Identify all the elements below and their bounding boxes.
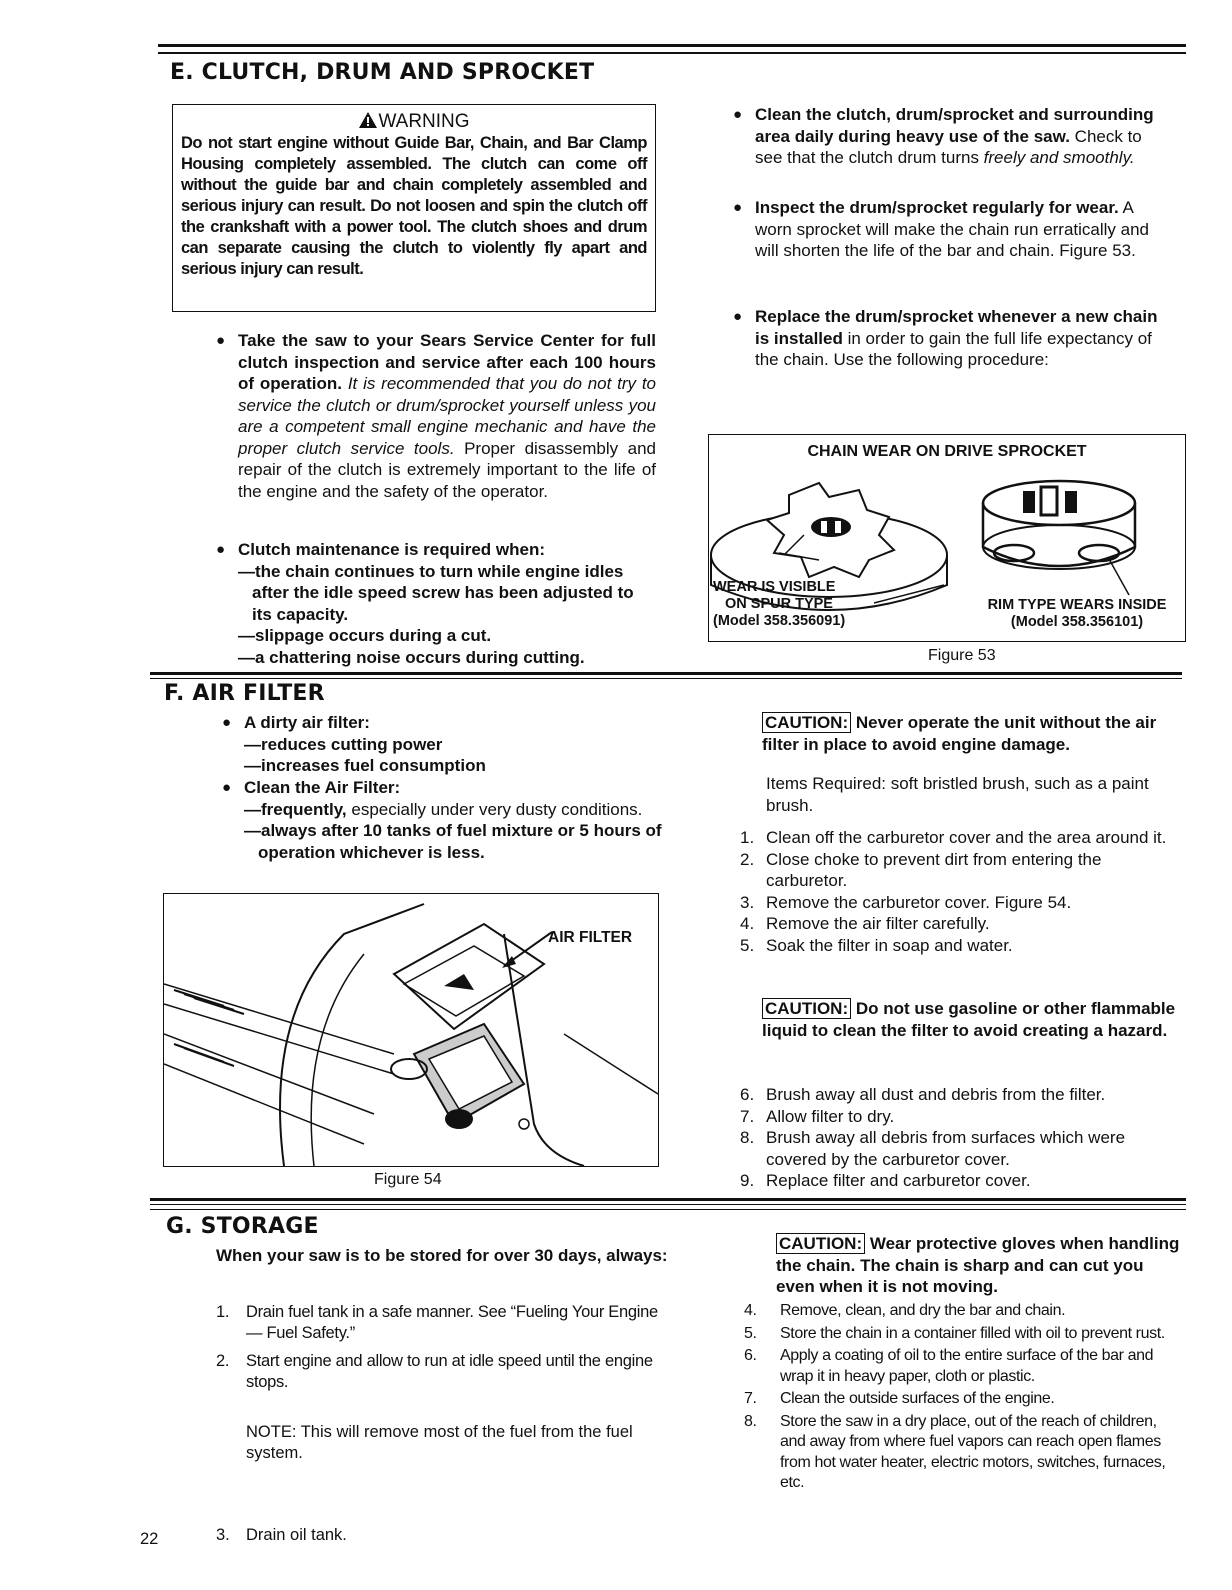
step-drain-oil: 3. Drain oil tank. <box>216 1526 347 1544</box>
step-item: 2. Close choke to prevent dirt from entering the carburetor. <box>740 849 1102 890</box>
rim-wear-label: RIM TYPE WEARS INSIDE (Model 358.356101) <box>987 597 1167 630</box>
bullet-dot-icon: ● <box>216 332 226 349</box>
bullet-dot-icon: ● <box>222 779 232 796</box>
clutch-service-bullet: ● Take the saw to your Sears Service Center for full clutch inspection and service after each 100 hours of operation. It is recommended that you do not try to service the clutch or drum/sprocket yourself unless you are a competent small engine mechanic and have the proper clutch service tools. Proper disassembly and repair of the clutch is extremely important to the life of the engine and the safety of the operator. <box>216 331 657 501</box>
items-required: Items Required: soft bristled brush, such as a paint brush. <box>766 774 1149 815</box>
dirty-filter-item: —increases fuel consumption <box>244 756 486 775</box>
section-f-title: F. AIR FILTER <box>164 681 325 706</box>
caution-tag: CAUTION: <box>762 998 851 1019</box>
step-item: 5. Soak the filter in soap and water. <box>740 935 1013 955</box>
dirty-filter-item: —reduces cutting power <box>244 734 443 754</box>
step-item: 5. Store the chain in a container filled with oil to prevent rust. <box>744 1324 1165 1342</box>
figure-54 <box>163 893 659 1167</box>
step-item: 2. Start engine and allow to run at idle speed until the engine stops. <box>216 1352 653 1391</box>
bullet-dot-icon: ● <box>733 199 743 216</box>
section-g-title: G. STORAGE <box>166 1214 319 1239</box>
figure-53-caption: Figure 53 <box>928 647 996 664</box>
figure-53-header: CHAIN WEAR ON DRIVE SPROCKET <box>807 443 1087 460</box>
caution-tag: CAUTION: <box>776 1233 865 1254</box>
section-f-rule-thin <box>150 678 1182 679</box>
section-g-rule-thin-2 <box>150 1209 1186 1210</box>
step-item: 4. Remove the air filter carefully. <box>740 914 990 933</box>
filter-steps-a <box>740 827 1180 956</box>
step-item: 7. Allow filter to dry. <box>740 1106 895 1126</box>
step-item: 1. Clean off the carburetor cover and the area around it. <box>740 828 1167 847</box>
page-number: 22 <box>140 1530 159 1548</box>
section-f-rule-thick <box>150 672 1182 675</box>
top-rule-thick <box>158 44 1186 47</box>
clean-clutch-bullet: ● Clean the clutch, drum/sprocket and surrounding area daily during heavy use of the saw. Check to see that the clutch drum turns freely and smoothly. <box>733 105 1154 167</box>
caution-air-filter: CAUTION: Never operate the unit without the air filter in place to avoid engine damage. <box>762 713 1157 754</box>
step-item: 6. Apply a coating of oil to the entire surface of the bar and wrap it in heavy paper, cloth or plastic. <box>744 1347 1154 1385</box>
caution-tag: CAUTION: <box>762 712 851 733</box>
section-e-title: E. CLUTCH, DRUM AND SPROCKET <box>170 60 595 85</box>
step-item: 9. Replace filter and carburetor cover. <box>740 1171 1031 1190</box>
caution-gasoline: CAUTION: Do not use gasoline or other flammable liquid to clean the filter to avoid creating a hazard. <box>762 999 1176 1040</box>
clean-filter-bullet: ● Clean the Air Filter: —frequently, especially under very dusty conditions. —always after 10 tanks of fuel mixture or 5 hours of operation whichever is less. <box>222 778 662 862</box>
warning-box <box>172 104 656 312</box>
storage-steps-right <box>744 1301 1180 1494</box>
step-item: 8. Brush away all debris from surfaces which were covered by the carburetor cover. <box>740 1128 1126 1169</box>
figure-53 <box>708 434 1186 642</box>
dirty-filter-bullet: ● A dirty air filter: —reduces cutting power —increases fuel consumption <box>222 712 692 777</box>
storage-steps-left <box>216 1302 676 1393</box>
warning-heading: WARNING <box>173 111 655 133</box>
bullet-dot-icon: ● <box>733 106 743 123</box>
warning-text: Do not start engine without Guide Bar, Chain, and Bar Clamp Housing completely assembled. The clutch can come off without the guide bar and chain completely assembled and serious injury can result. Do not loosen and spin the clutch off the crankshaft with a power tool. The clutch shoes and drum can separate causing the clutch to violently fly apart and serious injury can result. <box>181 134 647 278</box>
replace-sprocket-bullet: ● Replace the drum/sprocket whenever a new chain is installed in order to gain the full life expectancy of the chain. Use the following procedure: <box>733 307 1158 369</box>
filter-steps-b <box>740 1084 1180 1192</box>
clutch-maintenance-bullet: ● Clutch maintenance is required when: —the chain continues to turn while engine idles after the idle speed screw has been adjusted to its capacity. —slippage occurs during a cut. —a chattering noise occurs during cutting. <box>216 539 656 668</box>
figure-54-caption: Figure 54 <box>374 1171 442 1188</box>
top-rule-thin <box>158 52 1186 54</box>
step-item: 7. Clean the outside surfaces of the engine. <box>744 1390 1055 1407</box>
air-filter-label: AIR FILTER <box>548 929 633 946</box>
step-item: 8. Store the saw in a dry place, out of the reach of children, and away from where fuel vapors can reach open flames from hot water heater, electric motors, switches, furnaces, etc. <box>744 1412 1166 1491</box>
step-item: 4. Remove, clean, and dry the bar and chain. <box>744 1302 1066 1319</box>
bullet-dot-icon: ● <box>733 308 743 325</box>
step-item: 1. Drain fuel tank in a safe manner. See “Fueling Your Engine — Fuel Safety.” <box>216 1303 658 1342</box>
section-g-rule-thick <box>150 1198 1186 1201</box>
spur-wear-label: WEAR IS VISIBLE ON SPUR TYPE (Model 358.356091) <box>713 579 846 629</box>
caution-gloves: CAUTION: Wear protective gloves when handling the chain. The chain is sharp and can cut you even when it is not moving. <box>776 1234 1180 1296</box>
maintenance-item: —a chattering noise occurs during cutting. <box>238 647 585 667</box>
storage-intro: When your saw is to be stored for over 30 days, always: <box>216 1246 668 1265</box>
step-item: 6. Brush away all dust and debris from the filter. <box>740 1085 1106 1104</box>
warning-triangle-icon <box>358 111 378 129</box>
step-item: 3. Remove the carburetor cover. Figure 54. <box>740 892 1072 912</box>
section-g-rule-thin <box>150 1204 1186 1205</box>
bullet-dot-icon: ● <box>216 541 226 558</box>
inspect-sprocket-bullet: ● Inspect the drum/sprocket regularly for wear. A worn sprocket will make the chain run erratically and will shorten the life of the bar and chain. Figure 53. <box>733 198 1150 260</box>
bullet-dot-icon: ● <box>222 714 232 731</box>
storage-note: NOTE: This will remove most of the fuel from the fuel system. <box>246 1423 633 1462</box>
maintenance-item: —the chain continues to turn while engine idles after the idle speed screw has been adjusted to its capacity. <box>238 561 634 624</box>
maintenance-item: —slippage occurs during a cut. <box>238 626 492 645</box>
